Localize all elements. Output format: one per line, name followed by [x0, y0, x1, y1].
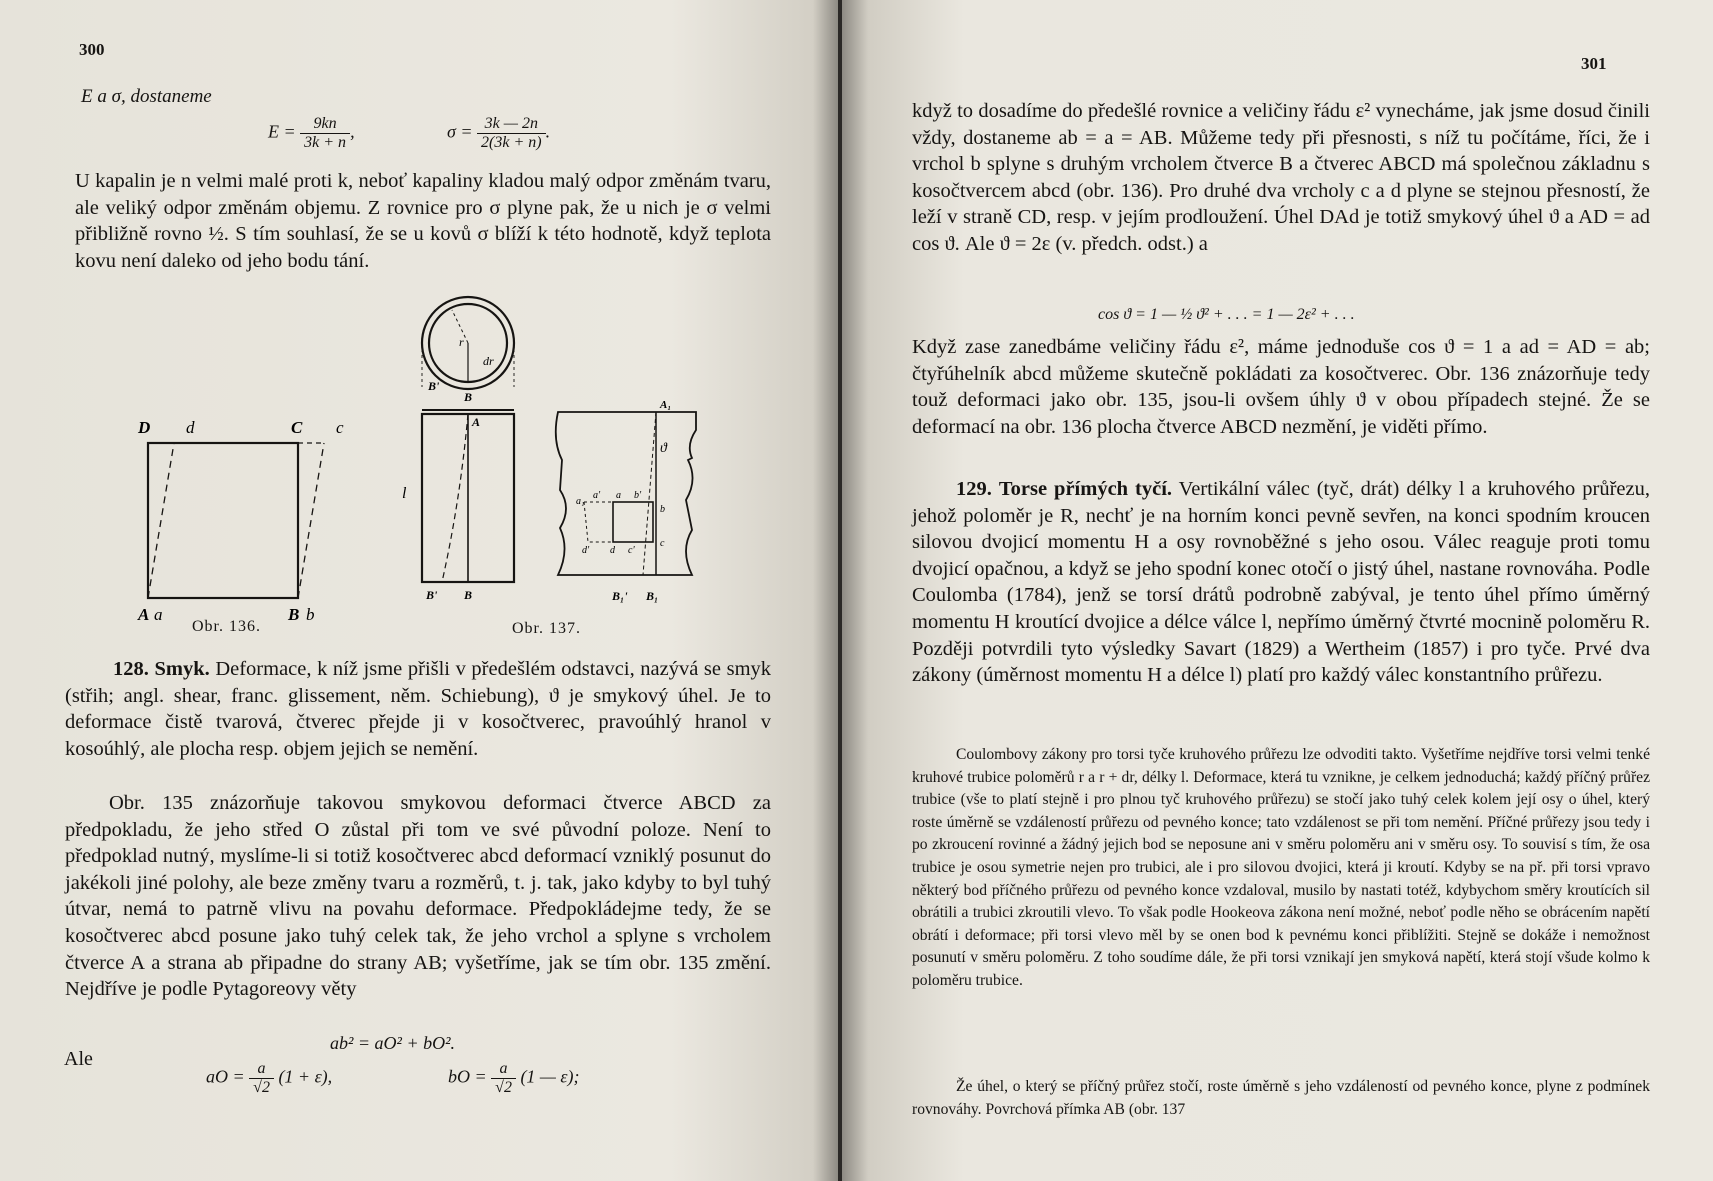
label-B-prime-top: B'	[428, 379, 440, 393]
label-d-prime: d'	[582, 545, 590, 556]
page-number-left: 300	[79, 40, 105, 59]
page-number-right: 301	[1581, 54, 1607, 73]
paragraph-last: Že úhel, o který se příčný průřez stočí, roste úměrně s jeho vzdáleností od pevného konce, plyne z podmínek rovnováhy. Povrchová přímka AB (obr. 137	[912, 1078, 1650, 1118]
label-A: A	[138, 605, 150, 624]
generator-AB-twisted	[442, 414, 468, 582]
section-129-title: Torse přímých tyčí.	[998, 478, 1173, 500]
label-A: A	[472, 415, 481, 429]
label-B1-prime: B₁'	[612, 589, 628, 603]
label-dr: dr	[483, 354, 494, 368]
figure-137-element	[548, 400, 718, 620]
label-B-bottom: B	[464, 588, 473, 602]
label-b: b	[660, 504, 665, 515]
label-c: c	[660, 538, 665, 549]
label-D: D	[138, 418, 151, 437]
section-128-title: Smyk.	[154, 658, 210, 680]
label-b: b	[306, 605, 315, 624]
equation-E: E = $\frac{9kn}{3k + n}$ ,	[268, 115, 355, 151]
left-page	[0, 0, 838, 1181]
intro-line: E a σ, dostaneme	[81, 86, 212, 107]
paragraph-top: když to dosadíme do předešlé rovnice a veličiny řádu ε² vynecháme, jak jsme dosud činili vždy, dostaneme ab = a = AB. Můžeme tedy při přesnosti, s níž tu počítáme, říci, že i vrchol b splyne s druhým vrcholem čtverce B a čtverec ABCD má společnou základnu s kosočtvercem abcd (obr. 136). Pro druhé dva vrcholy c a d plyne se stejnou přesností, že leží v straně CD, resp. v jejím prodloužení. Úhel DAd je totiž smykový úhel ϑ a AD = ad cos ϑ. Ale ϑ = 2ε (v. předch. odst.) a	[912, 100, 1650, 255]
label-a: a	[616, 490, 621, 501]
equation-aO: aO = $\frac{a}{√2}$ (1 + ε),	[206, 1060, 333, 1096]
paragraph-129: 129. Torse přímých tyčí. Vertikální válec (tyč, drát) délky l a kruhového průřezu, jehož poloměr je R, nechť je na horním konci pevně sevřen, na konci spodním kroucen silovou dvojicí momentu H a osy rovnoběžné s jeho osou. Válec reaguje proti tomu dvojicí opačnou, a když se jeho spodní konec otočí o jistý úhel, nastane rovnováha. Podle Coulomba (1784), jenž se torsí drátů podrobně zabýval, je tento úhel přímo úměrný momentu H kroutící dvojice a délce válce l, nepřímo úměrný čtvrté mocnině poloměru R. Později potvrdili tyto výsledky Savart (1829) a Wertheim (1857) i pro tyče. Prvé dva zákony (úměrnost momentu H a délce l) platí pro každý válec konstantního průřezu.	[912, 478, 1650, 687]
caption-fig136: Obr. 136.	[192, 618, 261, 635]
label-d: d	[610, 545, 615, 556]
paragraph-small-coulomb: Coulombovy zákony pro torsi tyče kruhového průřezu lze odvoditi takto. Vyšetříme nejdříve torsi velmi tenké kruhové trubice poloměrů r a r + dr, délky l. Deformace, která tu vznikne, je celkem jednoduchá; každý příčný průřez trubice (vše to platí stejně i pro plnou tyč kruhového průřezu) se stočí jako tuhý celek kolem její osy o úhel, který roste úměrně se vzdáleností průřezu od pevného konce; tato vzdálenost se při tom nemění. Příčné průřezy jsou tedy i po zkroucení rovinné a žádný jejich bod se neposune ani v směru poloměru ani v směru osy. To souvisí s tím, že osa trubice je osou symetrie nejen pro trubici, ale i pro silovou dvojici, která ji kroutí. Kdyby se na př. při torsi vpravo některý bod příčného průřezu od pevného konce vzdaloval, musilo by nastati totéž, kdybychom směry kroutících sil obrátili a trubici zkroutili vlevo. To však podle Hookeova zákona není možné, neboť podle něho se obrácením napětí obrátí i deformace; při torsi vlevo měl by se onen bod k pevnému konci přiblížiti. Stejně se dokáže i nemožnost posunutí v směru poloměru. Z toho soudíme dále, že při torsi vznikají jen smyková napětí, která stojí všude kolmo k poloměru trubice.	[912, 746, 1650, 989]
label-a1: a₁	[576, 496, 585, 507]
equation-sigma: σ = $\frac{3k — 2n}{2(3k + n)}$ .	[447, 115, 551, 151]
equation-bO: bO = $\frac{a}{√2}$ (1 — ε);	[448, 1060, 580, 1096]
caption-fig137: Obr. 137.	[512, 620, 581, 637]
paragraph-135: Obr. 135 znázorňuje takovou smykovou deformaci čtverce ABCD za předpokladu, že jeho střed O zůstal při tom ve své původní poloze. Není to předpoklad nutný, myslíme-li si totiž kosočtverec abcd deformací vzniklý posunut do jakékoli jiné polohy, ale beze změny tvaru a rozměrů, t. j. tak, jako kdyby to byl tuhý útvar, nemá to patrně vlivu na povahu deformace. Předpokládejme tedy, že se kosočtverec abcd posune jako tuhý celek tak, že jeho vrchol a splyne s vrcholem čtverce A a strana ab připadne do strany AB; vyšetříme, jak se tím obr. 135 změní. Nejdříve je podle Pytagoreovy věty	[65, 792, 771, 1001]
label-B1: B₁	[646, 589, 659, 603]
label-r: r	[459, 335, 464, 349]
equation-cos: cos ϑ = 1 — ½ ϑ² + . . . = 1 — 2ε² + . . .	[1098, 306, 1355, 323]
equation-pythagoras: ab² = aO² + bO².	[330, 1033, 455, 1053]
label-B-prime-bottom: B'	[426, 588, 438, 602]
label-c: c	[336, 418, 344, 437]
label-theta: ϑ	[660, 441, 667, 456]
right-page	[842, 0, 1713, 1181]
label-a: a	[154, 605, 163, 624]
figure-136	[128, 415, 358, 635]
label-B-top: B	[464, 390, 473, 404]
figure-137-tube	[402, 292, 528, 612]
side-ad	[148, 443, 174, 598]
label-C: C	[291, 418, 303, 437]
label-b-prime: b'	[634, 490, 642, 501]
label-l: l	[402, 485, 407, 502]
paragraph-kapaliny: U kapalin je n velmi malé proti k, neboť kapaliny kladou malý odpor změnám tvaru, ale veliký odpor změnám objemu. Z rovnice pro σ plyne pak, že u nich je σ velmi přibližně rovno ½. S tím souhlasí, že se u kovů σ blíží k této hodnotě, když teplota kovu není daleko od jeho bodu tání.	[75, 170, 771, 272]
label-a-prime: a'	[593, 490, 601, 501]
element-square	[613, 502, 653, 542]
section-129-number: 129.	[956, 478, 992, 500]
label-A1: A₁	[660, 399, 672, 411]
element-generator-twisted	[643, 412, 656, 575]
word-ale: Ale	[64, 1048, 93, 1070]
side-bc	[298, 443, 324, 598]
label-c-prime: c'	[628, 545, 635, 556]
element-outline	[556, 412, 696, 575]
paragraph-128: 128. Smyk. Deformace, k níž jsme přišli v předešlém odstavci, nazývá se smyk (střih; angl. shear, franc. glissement, něm. Schiebung), ϑ je smykový úhel. Je to deformace čistě tvarová, čtverec přejde ji v kosočtverec, pravoúhlý hranol v kosoúhlý, ale plocha resp. objem jejich se nemění.	[65, 658, 772, 760]
label-d: d	[186, 418, 195, 437]
section-128-number: 128.	[113, 658, 149, 680]
paragraph-zase: Když zase zanedbáme veličiny řádu ε², máme jednoduše cos ϑ = 1 a ad = AD = ab; čtyřúhelník abcd můžeme skutečně pokládati za kosočtverec. Obr. 136 znázorňuje tedy touž deformaci jako obr. 135, jsou-li ovšem úhly ϑ v obou případech stejné. Že se deformací na obr. 136 plocha čtverce ABCD nezmění, je viděti přímo.	[912, 336, 1650, 438]
label-B: B	[288, 605, 300, 624]
